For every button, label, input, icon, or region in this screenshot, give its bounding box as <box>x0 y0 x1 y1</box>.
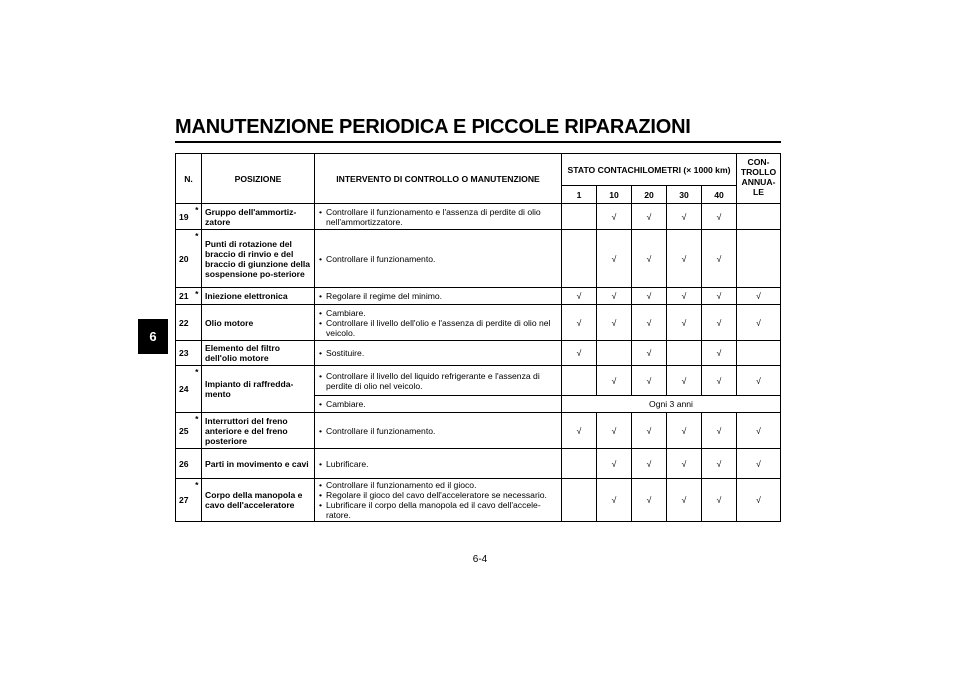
row-position: Corpo della manopola e cavo dell'acceleratore <box>202 479 315 522</box>
header-km-10: 10 <box>597 186 632 204</box>
row-star <box>193 341 202 366</box>
row-star <box>193 305 202 341</box>
row-number: 23 <box>176 341 193 366</box>
check-mark-icon: √ <box>597 288 632 305</box>
row-position: Punti di rotazione del braccio di rinvio e del braccio di giunzione della sospensione po-steriore <box>202 230 315 288</box>
check-mark-icon: √ <box>702 305 737 341</box>
table-row <box>176 366 781 396</box>
action-item: • Regolare il regime del minimo. <box>319 291 557 301</box>
action-item: • Cambiare. <box>319 308 557 318</box>
check-mark-icon: √ <box>737 305 781 341</box>
check-mark-icon: √ <box>562 288 597 305</box>
check-mark-icon: √ <box>667 366 702 396</box>
check-cell <box>562 479 597 522</box>
check-mark-icon: √ <box>597 449 632 479</box>
maintenance-table <box>175 153 781 522</box>
row-number: 25 <box>176 413 193 449</box>
row-actions <box>315 341 562 366</box>
check-cell <box>737 341 781 366</box>
check-cell <box>562 366 597 396</box>
action-item: • Controllare il funzionamento. <box>319 426 557 436</box>
row-star: * <box>193 204 202 230</box>
row-position: Iniezione elettronica <box>202 288 315 305</box>
action-item: • Controllare il livello del liquido refrigerante e l'assenza di perdite di olio nel veicolo. <box>319 371 557 391</box>
check-mark-icon: √ <box>702 341 737 366</box>
check-mark-icon: √ <box>597 479 632 522</box>
check-mark-icon: √ <box>737 449 781 479</box>
header-annual: CON-TROLLO ANNUA-LE <box>737 154 781 204</box>
check-mark-icon: √ <box>667 204 702 230</box>
chapter-tab: 6 <box>138 319 168 354</box>
check-mark-icon: √ <box>632 288 667 305</box>
check-mark-icon: √ <box>632 230 667 288</box>
check-mark-icon: √ <box>597 305 632 341</box>
check-mark-icon: √ <box>562 341 597 366</box>
table-body <box>176 204 781 522</box>
row-position: Parti in movimento e cavi <box>202 449 315 479</box>
check-mark-icon: √ <box>737 413 781 449</box>
action-item: • Regolare il gioco del cavo dell'acceleratore se necessario. <box>319 490 557 500</box>
check-mark-icon: √ <box>597 204 632 230</box>
row-star: * <box>193 366 202 413</box>
header-odometer: STATO CONTACHILOMETRI (× 1000 km) <box>562 154 737 186</box>
check-mark-icon: √ <box>632 449 667 479</box>
header-km-30: 30 <box>667 186 702 204</box>
check-mark-icon: √ <box>702 366 737 396</box>
check-mark-icon: √ <box>597 230 632 288</box>
row-position: Gruppo dell'ammortiz-zatore <box>202 204 315 230</box>
table-row <box>176 413 781 449</box>
header-position: POSIZIONE <box>202 154 315 204</box>
check-mark-icon: √ <box>667 230 702 288</box>
row-position: Impianto di raffredda-mento <box>202 366 315 413</box>
header-action: INTERVENTO DI CONTROLLO O MANUTENZIONE <box>315 154 562 204</box>
check-mark-icon: √ <box>702 230 737 288</box>
check-mark-icon: √ <box>597 413 632 449</box>
row-actions <box>315 449 562 479</box>
check-mark-icon: √ <box>632 341 667 366</box>
table-row <box>176 230 781 288</box>
row-number: 19 <box>176 204 193 230</box>
check-mark-icon: √ <box>597 366 632 396</box>
check-cell <box>562 449 597 479</box>
row-actions <box>315 366 562 396</box>
action-item: • Controllare il livello dell'olio e l'assenza di perdite di olio nel veicolo. <box>319 318 557 338</box>
row-actions <box>315 230 562 288</box>
check-mark-icon: √ <box>702 204 737 230</box>
check-mark-icon: √ <box>702 479 737 522</box>
check-cell <box>562 204 597 230</box>
row-number: 20 <box>176 230 193 288</box>
table-row <box>176 305 781 341</box>
row-star: * <box>193 288 202 305</box>
check-mark-icon: √ <box>737 288 781 305</box>
table-row <box>176 449 781 479</box>
check-mark-icon: √ <box>702 288 737 305</box>
row-star: * <box>193 479 202 522</box>
check-mark-icon: √ <box>667 288 702 305</box>
action-item: • Controllare il funzionamento e l'assenza di perdite di olio nell'ammortizzatore. <box>319 207 557 227</box>
table-row <box>176 341 781 366</box>
action-item: • Lubrificare. <box>319 459 557 469</box>
row-actions <box>315 396 562 413</box>
interval-note: Ogni 3 anni <box>562 396 781 413</box>
action-item: • Controllare il funzionamento ed il gioco. <box>319 480 557 490</box>
row-position: Interruttori del freno anteriore e del freno posteriore <box>202 413 315 449</box>
page-title: MANUTENZIONE PERIODICA E PICCOLE RIPARAZIONI <box>175 116 691 138</box>
row-number: 26 <box>176 449 193 479</box>
row-number: 21 <box>176 288 193 305</box>
header-km-20: 20 <box>632 186 667 204</box>
check-cell <box>737 204 781 230</box>
check-mark-icon: √ <box>632 204 667 230</box>
check-mark-icon: √ <box>737 479 781 522</box>
action-item: • Cambiare. <box>319 399 557 409</box>
check-cell <box>737 230 781 288</box>
action-item: • Lubrificare il corpo della manopola ed il cavo dell'accele-ratore. <box>319 500 557 520</box>
row-number: 24 <box>176 366 193 413</box>
check-mark-icon: √ <box>562 305 597 341</box>
header-num: N. <box>176 154 202 204</box>
check-cell <box>597 341 632 366</box>
check-cell <box>667 341 702 366</box>
row-star: * <box>193 413 202 449</box>
table-row <box>176 479 781 522</box>
row-number: 22 <box>176 305 193 341</box>
check-mark-icon: √ <box>632 366 667 396</box>
check-mark-icon: √ <box>702 413 737 449</box>
table-row <box>176 204 781 230</box>
check-mark-icon: √ <box>667 449 702 479</box>
row-position: Elemento del filtro dell'olio motore <box>202 341 315 366</box>
check-mark-icon: √ <box>562 413 597 449</box>
check-mark-icon: √ <box>632 479 667 522</box>
table-row <box>176 288 781 305</box>
check-cell <box>562 230 597 288</box>
action-item: • Controllare il funzionamento. <box>319 254 557 264</box>
page-number: 6-4 <box>472 554 488 565</box>
check-mark-icon: √ <box>667 413 702 449</box>
check-mark-icon: √ <box>667 305 702 341</box>
header-km-40: 40 <box>702 186 737 204</box>
check-mark-icon: √ <box>632 413 667 449</box>
row-actions <box>315 288 562 305</box>
row-actions <box>315 204 562 230</box>
row-star <box>193 449 202 479</box>
title-divider <box>175 141 781 143</box>
row-number: 27 <box>176 479 193 522</box>
check-mark-icon: √ <box>667 479 702 522</box>
row-actions <box>315 479 562 522</box>
row-position: Olio motore <box>202 305 315 341</box>
check-mark-icon: √ <box>632 305 667 341</box>
header-km-1: 1 <box>562 186 597 204</box>
check-mark-icon: √ <box>702 449 737 479</box>
action-item: • Sostituire. <box>319 348 557 358</box>
check-mark-icon: √ <box>737 366 781 396</box>
row-actions <box>315 413 562 449</box>
row-star: * <box>193 230 202 288</box>
row-actions <box>315 305 562 341</box>
